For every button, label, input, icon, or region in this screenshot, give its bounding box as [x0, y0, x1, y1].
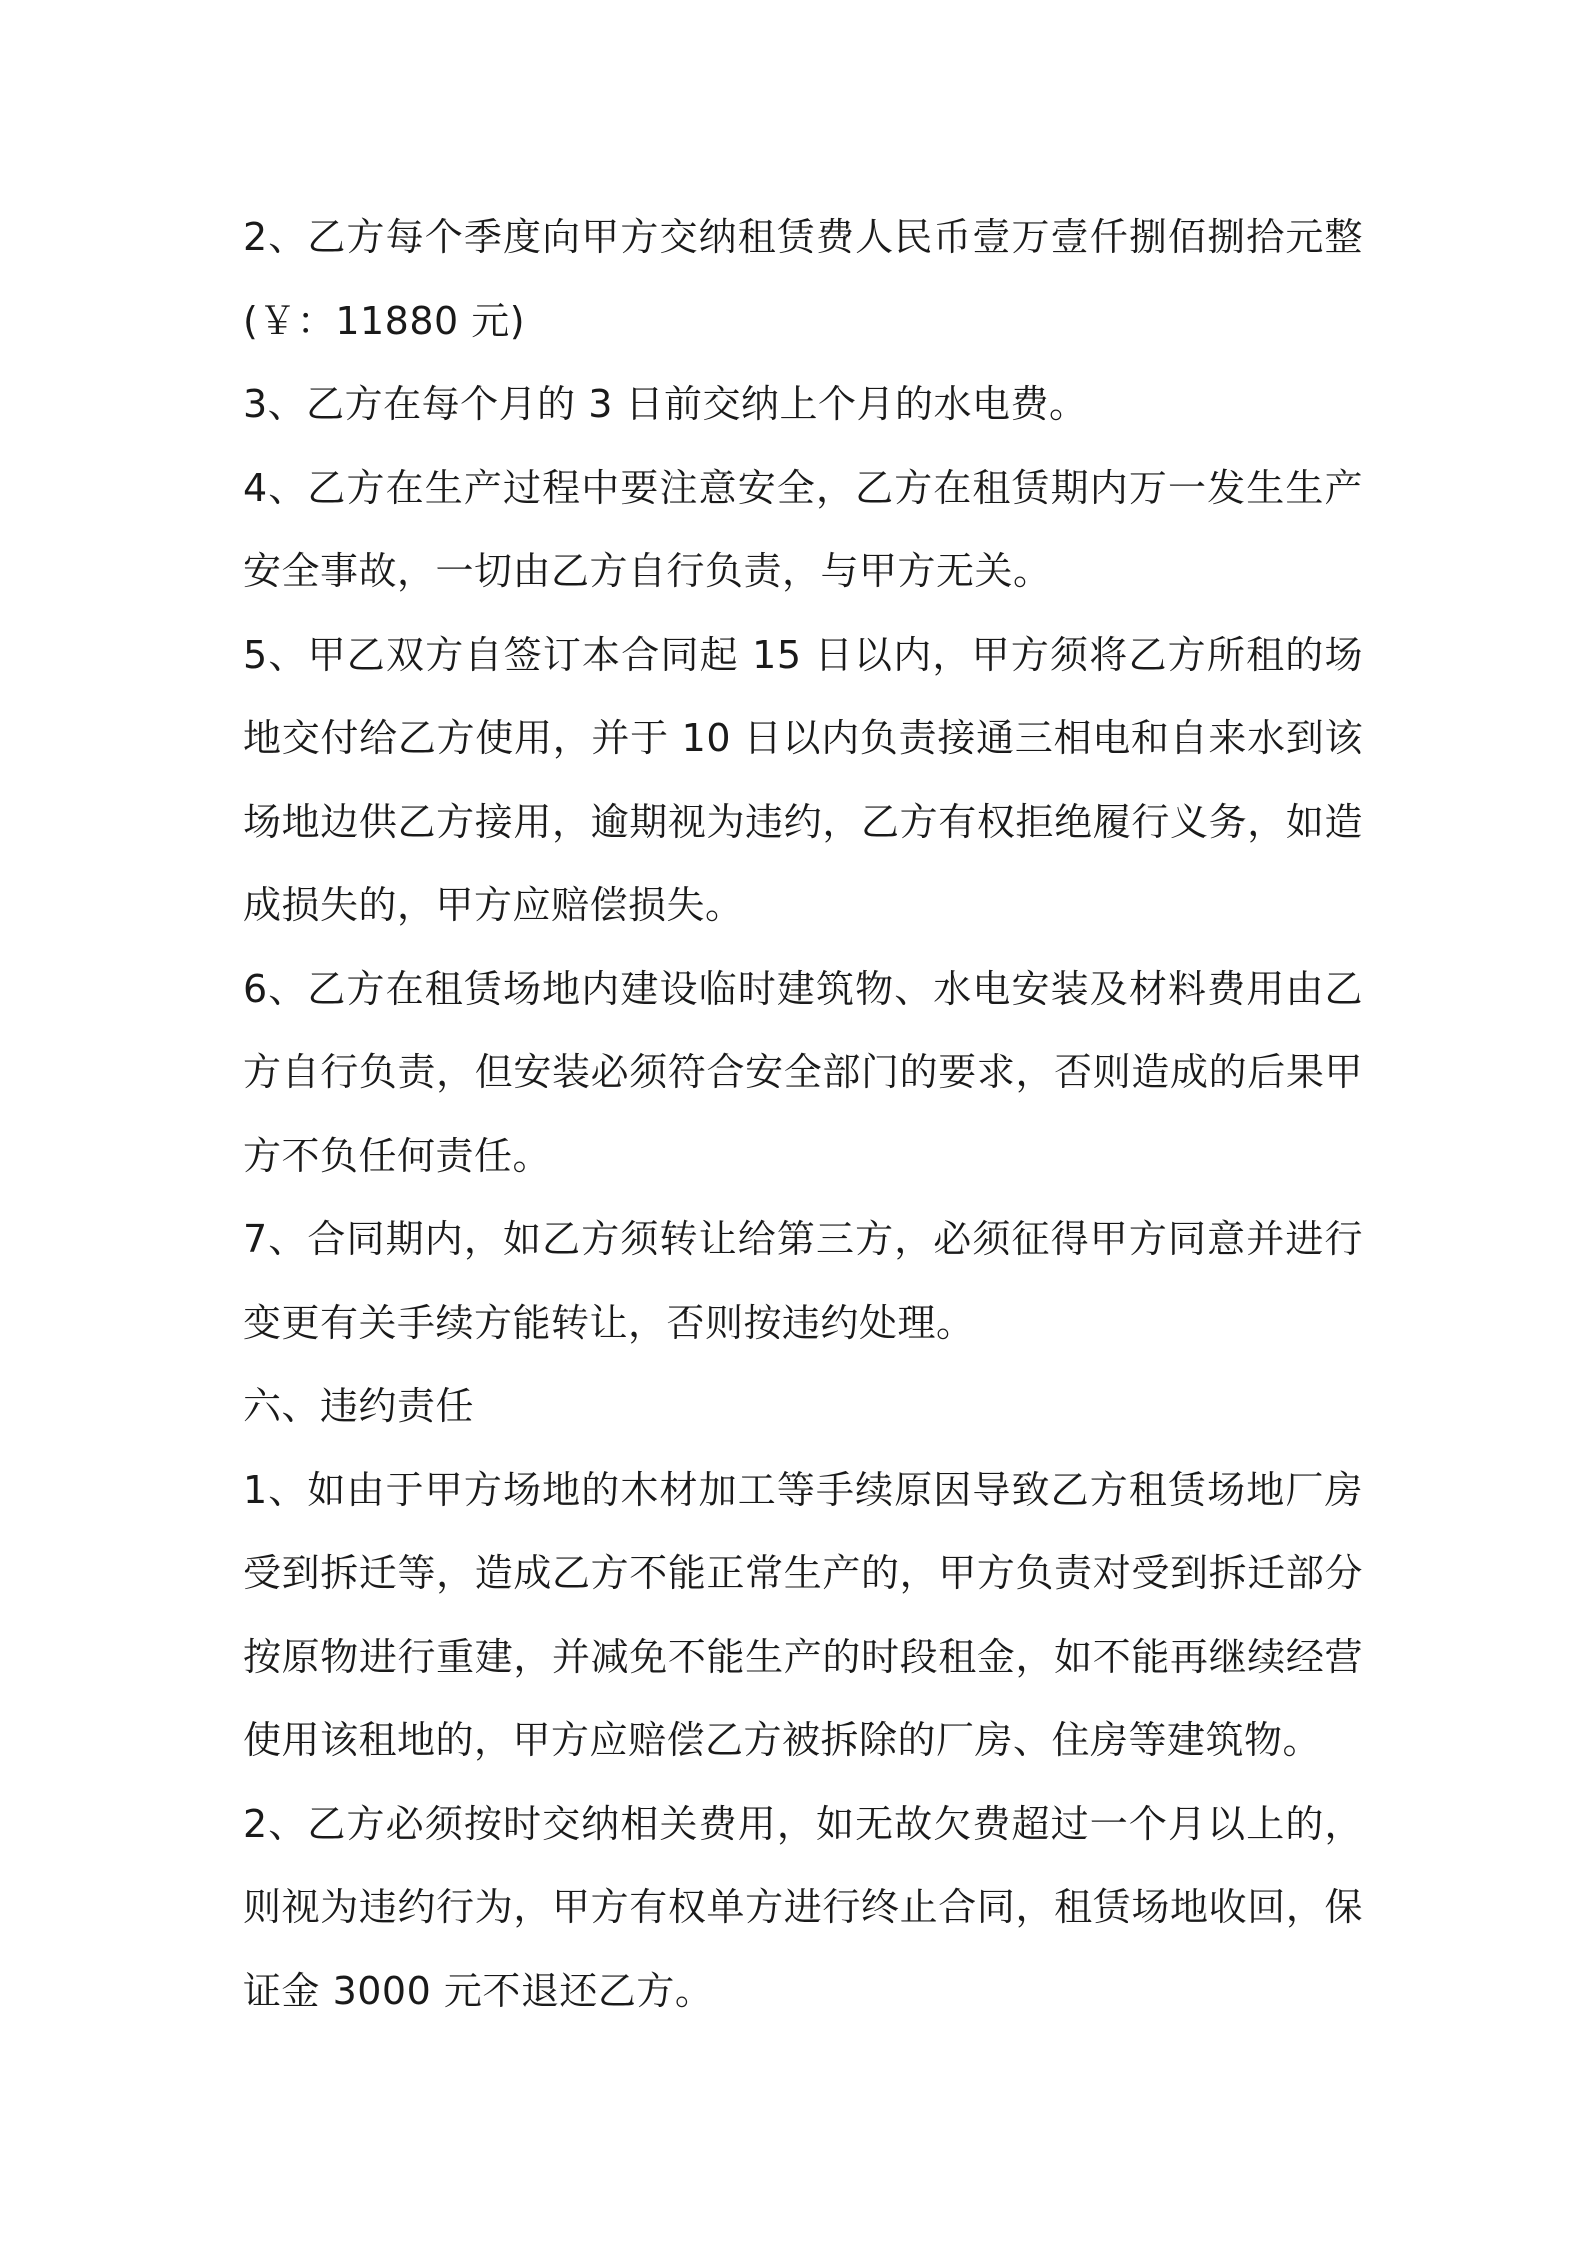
clause-3-utility-fees: 3、乙方在每个月的 3 日前交纳上个月的水电费。	[243, 382, 1088, 426]
clause-5-site-delivery: 5、甲乙双方自签订本合同起 15 日以内，甲方须将乙方所租的场地交付给乙方使用，并于 10 日以内负责接通三相电和自来水到该场地边供乙方接用，逾期视为违约，乙方有权拒绝履行义务，如造成损失的，甲方应赔偿损失。	[243, 632, 1363, 927]
breach-clause-2-late-payment: 2、乙方必须按时交纳相关费用，如无故欠费超过一个月以上的，则视为违约行为，甲方有权单方进行终止合同，租赁场地收回，保证金 3000 元不退还乙方。	[243, 1801, 1363, 2013]
document-body	[243, 196, 1363, 2033]
clause-6-temporary-buildings: 6、乙方在租赁场地内建设临时建筑物、水电安装及材料费用由乙方自行负责，但安装必须符合安全部门的要求，否则造成的后果甲方不负任何责任。	[243, 966, 1363, 1178]
breach-clause-1-demolition: 1、如由于甲方场地的木材加工等手续原因导致乙方租赁场地厂房受到拆迁等，造成乙方不能正常生产的，甲方负责对受到拆迁部分按原物进行重建，并减免不能生产的时段租金，如不能再继续经营使用该租地的，甲方应赔偿乙方被拆除的厂房、住房等建筑物。	[243, 1467, 1363, 1762]
section-heading-breach-liability: 六、违约责任	[243, 1384, 475, 1428]
clause-2-quarterly-rent: 2、乙方每个季度向甲方交纳租赁费人民币壹万壹仟捌佰捌拾元整(￥：11880 元)	[243, 215, 1363, 343]
clause-7-transfer: 7、合同期内，如乙方须转让给第三方，必须征得甲方同意并进行变更有关手续方能转让，否则按违约处理。	[243, 1217, 1363, 1345]
clause-4-safety: 4、乙方在生产过程中要注意安全，乙方在租赁期内万一发生生产安全事故，一切由乙方自行负责，与甲方无关。	[243, 465, 1363, 593]
